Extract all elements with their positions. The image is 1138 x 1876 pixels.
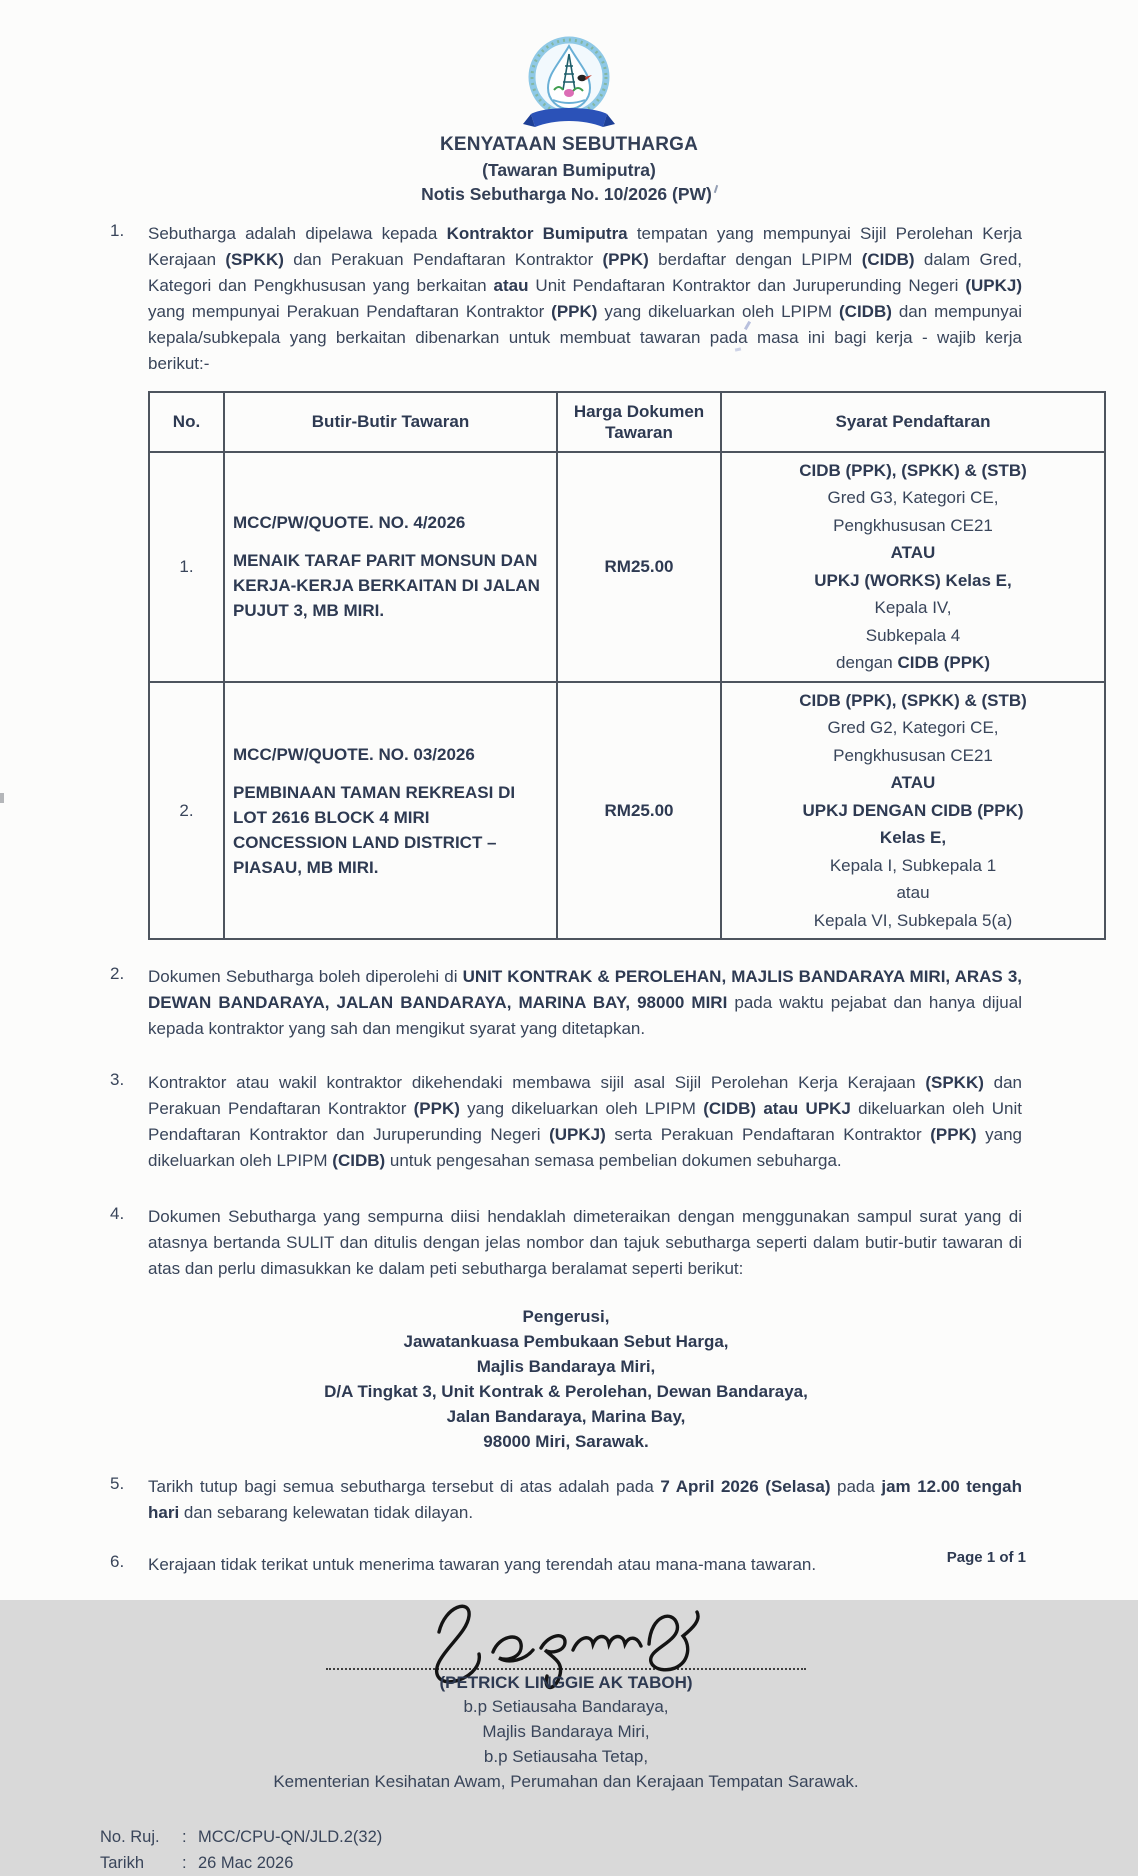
row-number: 1.	[149, 452, 224, 682]
item-number: 4.	[110, 1204, 125, 1224]
document-subtitle: (Tawaran Bumiputra)	[482, 159, 656, 180]
column-header-butir: Butir-Butir Tawaran	[224, 392, 557, 452]
list-item-6	[110, 1552, 1022, 1578]
table-header-row	[149, 392, 1105, 452]
miri-city-council-crest-logo	[521, 34, 617, 130]
signatory-name: (PETRICK LINGGIE AK TABOH)	[439, 1673, 693, 1693]
document-header	[0, 0, 1138, 205]
signature-block	[110, 1584, 1022, 1794]
document-body	[0, 205, 1138, 1876]
item-number: 5.	[110, 1474, 125, 1494]
document-footer	[100, 1824, 1022, 1876]
reference-label: No. Ruj.	[100, 1828, 160, 1847]
list-item-2	[110, 964, 1022, 1042]
item-text: Dokumen Sebutharga yang sempurna diisi hendaklah dimeteraikan dengan menggunakan sampul surat yang di atasnya bertanda SULIT dan ditulis dengan jelas nombor dan tajuk sebutharga seperti dalam butir-butir tawaran di atas dan perlu dimasukkan ke dalam peti sebutharga beralamat seperti berikut:	[148, 1207, 1022, 1279]
list-item-5	[110, 1474, 1022, 1526]
item-number: 3.	[110, 1070, 125, 1090]
row-number: 2.	[149, 682, 224, 940]
column-header-syarat: Syarat Pendaftaran	[721, 392, 1105, 452]
document-price: RM25.00	[557, 682, 721, 940]
item-number: 1.	[110, 220, 125, 240]
registration-requirements: CIDB (PPK), (SPKK) & (STB) Gred G3, Kategori CE, Pengkhususan CE21 ATAU UPKJ (WORKS) Kelas E, Kepala IV, Subkepala 4 dengan CIDB (PPK)	[721, 452, 1105, 682]
document-title: KENYATAAN SEBUTHARGA	[439, 134, 699, 155]
table-row	[149, 452, 1105, 682]
notice-number-line	[0, 184, 1138, 205]
notice-number: Notis Sebutharga No. 10/2026 (PW)	[421, 183, 712, 204]
item-text: Dokumen Sebutharga boleh diperolehi di UNIT KONTRAK & PEROLEHAN, MAJLIS BANDARAYA MIRI, ARAS 3, DEWAN BANDARAYA, JALAN BANDARAYA, MARINA BAY, 98000 MIRI pada waktu pejabat dan hanya dijual kepada kontraktor yang sah dan mengikut syarat yang ditetapkan.	[148, 967, 1023, 1039]
item-text: Tarikh tutup bagi semua sebutharga tersebut di atas adalah pada 7 April 2026 (Selasa) pada jam 12.00 tengah hari dan sebarang kelewatan tidak dilayan.	[148, 1477, 1022, 1523]
document-price: RM25.00	[557, 452, 721, 682]
tender-table	[148, 391, 1106, 941]
page-number: Page 1 of 1	[946, 1549, 1026, 1566]
colon: :	[182, 1854, 187, 1873]
item-text: Kontraktor atau wakil kontraktor dikehendaki membawa sijil asal Sijil Perolehan Kerja Kerajaan (SPKK) dan Perakuan Pendaftaran Kontraktor (PPK) yang dikeluarkan oleh LPIPM (CIDB) atau UPKJ dikeluarkan oleh Unit Pendaftaran Kontraktor dan Juruperunding Negeri (UPKJ) serta Perakuan Pendaftaran Kontraktor (PPK) yang dikeluarkan oleh LPIPM (CIDB) untuk pengesahan semasa pembelian dokumen sebuharga.	[148, 1073, 1023, 1171]
list-item-3	[110, 1070, 1022, 1174]
column-header-no: No.	[149, 392, 224, 452]
scan-artifact	[714, 185, 718, 193]
reference-number-row	[100, 1824, 1022, 1850]
tender-details: MCC/PW/QUOTE. NO. 03/2026 PEMBINAAN TAMAN REKREASI DI LOT 2616 BLOCK 4 MIRI CONCESSION LAND DISTRICT – PIASAU, MB MIRI.	[224, 682, 557, 940]
date-row	[100, 1850, 1022, 1876]
date-value: 26 Mac 2026	[198, 1854, 294, 1873]
reference-value: MCC/CPU-QN/JLD.2(32)	[198, 1828, 383, 1847]
signature-line	[326, 1668, 806, 1670]
column-header-harga: Harga Dokumen Tawaran	[557, 392, 721, 452]
registration-requirements: CIDB (PPK), (SPKK) & (STB) Gred G2, Kategori CE, Pengkhususan CE21 ATAU UPKJ DENGAN CIDB (PPK) Kelas E, Kepala I, Subkepala 1 atau Kepala VI, Subkepala 5(a)	[721, 682, 1105, 940]
item-number: 6.	[110, 1552, 125, 1572]
item-text: Sebutharga adalah dipelawa kepada Kontraktor Bumiputra tempatan yang mempunyai Sijil Perolehan Kerja Kerajaan (SPKK) dan Perakuan Pendaftaran Kontraktor (PPK) berdaftar dengan LPIPM (CIDB) dalam Gred, Kategori dan Pengkhususan yang berkaitan atau Unit Pendaftaran Kontraktor dan Juruperunding Negeri (UPKJ) yang mempunyai Perakuan Pendaftaran Kontraktor (PPK) yang dikeluarkan oleh LPIPM (CIDB) dan mempunyai kepala/subkepala yang berkaitan dibenarkan untuk membuat tawaran pada masa ini bagi kerja - wajib kerja berikut:-	[148, 223, 1022, 373]
colon: :	[182, 1828, 187, 1847]
tender-table-header	[149, 392, 1105, 452]
submission-address-block: Pengerusi, Jawatankuasa Pembukaan Sebut Harga, Majlis Bandaraya Miri, D/A Tingkat 3, Unit Kontrak & Perolehan, Dewan Bandaraya, Jalan Bandaraya, Marina Bay, 98000 Miri, Sarawak.	[324, 1307, 808, 1452]
item-number: 2.	[110, 964, 125, 984]
scan-artifact	[0, 793, 4, 803]
date-label: Tarikh	[100, 1854, 145, 1873]
list-item-4	[110, 1204, 1022, 1282]
item-text: Kerajaan tidak terikat untuk menerima tawaran yang terendah atau mana-mana tawaran.	[148, 1555, 817, 1575]
list-item-1	[110, 221, 1022, 377]
tender-details: MCC/PW/QUOTE. NO. 4/2026 MENAIK TARAF PARIT MONSUN DAN KERJA-KERJA BERKAITAN DI JALAN PUJUT 3, MB MIRI.	[224, 452, 557, 682]
table-row	[149, 682, 1105, 940]
signatory-titles: b.p Setiausaha Bandaraya, Majlis Bandaraya Miri, b.p Setiausaha Tetap, Kementerian Kesihatan Awam, Perumahan dan Kerajaan Tempatan Sarawak.	[273, 1697, 859, 1792]
